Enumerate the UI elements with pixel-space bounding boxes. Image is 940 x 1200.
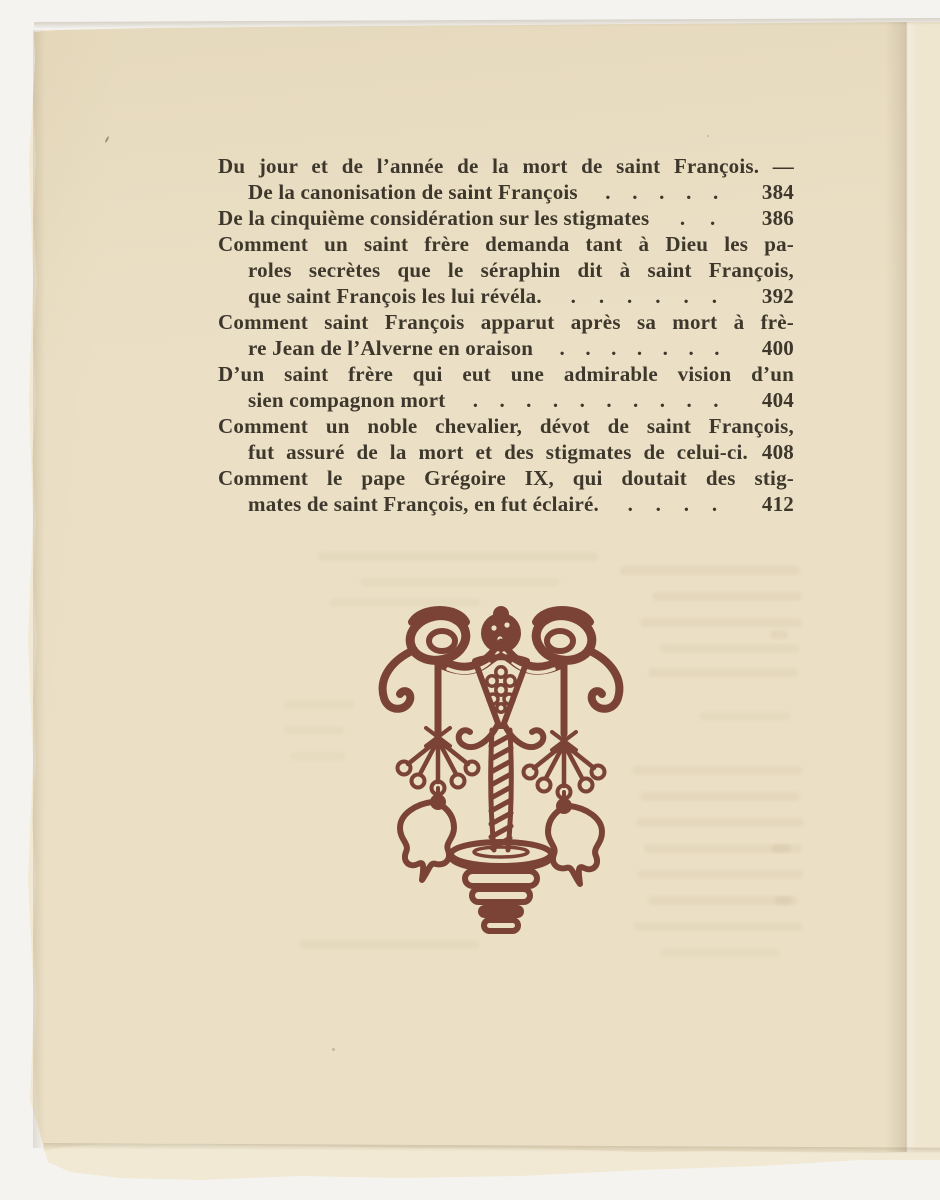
showthrough-stripe — [360, 578, 560, 587]
toc-entry-text: que saint François les lui révéla. — [248, 284, 542, 308]
paper-speck — [707, 135, 709, 137]
toc-entry-text: fut assuré de la mort et des stigmates de celui-ci. — [248, 440, 748, 464]
toc-entry-text: re Jean de l’Alverne en oraison — [248, 336, 534, 360]
showthrough-stripe — [632, 766, 802, 775]
fold-shadow — [885, 22, 905, 1152]
showthrough-stripe — [638, 870, 803, 879]
showthrough-stripe — [660, 644, 800, 653]
toc-entry-text: sien compagnon mort — [248, 388, 446, 412]
showthrough-stripe — [770, 630, 788, 639]
toc-line: Comment un noble chevalier, dévot de saint François, — [218, 414, 794, 438]
dot-leader: . . — [679, 206, 716, 230]
toc-line: Comment le pape Grégoire IX, qui doutait des stig- — [218, 466, 794, 490]
showthrough-stripe — [648, 668, 798, 677]
showthrough-stripe — [774, 896, 792, 905]
showthrough-stripe — [660, 948, 780, 957]
toc-page-number: 386 — [761, 206, 794, 230]
toc-entry-text: De la canonisation de saint François — [248, 180, 578, 204]
toc-line — [218, 335, 794, 361]
toc-page-number: 408 — [761, 440, 794, 464]
page-fold-panel — [905, 22, 940, 1152]
showthrough-stripe — [634, 922, 802, 931]
toc-line — [218, 491, 794, 517]
toc-line — [218, 179, 794, 205]
showthrough-stripe — [318, 552, 598, 561]
toc-line — [218, 205, 794, 231]
toc-entry-text: mates de saint François, en fut éclairé. — [248, 492, 599, 516]
toc-page-number: 392 — [761, 284, 794, 308]
toc-line — [218, 283, 794, 309]
table-of-contents — [218, 153, 794, 517]
dot-leader: . . . . . . . — [559, 336, 720, 360]
dot-leader: . . . . . . — [570, 284, 718, 308]
toc-line: Comment saint François apparut après sa mort à frè- — [218, 310, 794, 334]
toc-line — [218, 387, 794, 413]
toc-page-number: 384 — [761, 180, 794, 204]
showthrough-stripe — [640, 792, 800, 801]
toc-line: D’un saint frère qui eut une admirable vision d’un — [218, 362, 794, 386]
toc-page-number: 404 — [761, 388, 794, 412]
showthrough-stripe — [640, 618, 802, 627]
toc-line: Du jour et de l’année de la mort de saint François. — — [218, 154, 794, 178]
showthrough-stripe — [652, 592, 802, 601]
dot-leader: . . . . — [627, 492, 718, 516]
showthrough-stripe — [772, 844, 790, 853]
showthrough-stripe — [284, 700, 354, 709]
paper-speck — [332, 1048, 335, 1051]
showthrough-stripe — [700, 712, 790, 721]
showthrough-stripe — [636, 818, 804, 827]
showthrough-stripe — [284, 726, 344, 735]
toc-entry-text: De la cinquième considération sur les stigmates — [218, 206, 650, 230]
showthrough-stripe — [300, 940, 480, 949]
toc-page-number: 412 — [761, 492, 794, 516]
dot-leader: . . . . . . . . . . — [472, 388, 719, 412]
showthrough-stripe — [620, 566, 800, 575]
paper-deckle-edge — [33, 30, 45, 1148]
toc-page-number: 400 — [761, 336, 794, 360]
toc-line: roles secrètes que le séraphin dit à saint François, — [248, 258, 794, 282]
dot-leader: . . . . . — [605, 180, 719, 204]
showthrough-stripe — [290, 752, 346, 761]
toc-line — [218, 439, 794, 465]
toc-line: Comment un saint frère demanda tant à Dieu les pa- — [218, 232, 794, 256]
woodcut-ornament — [372, 604, 630, 934]
